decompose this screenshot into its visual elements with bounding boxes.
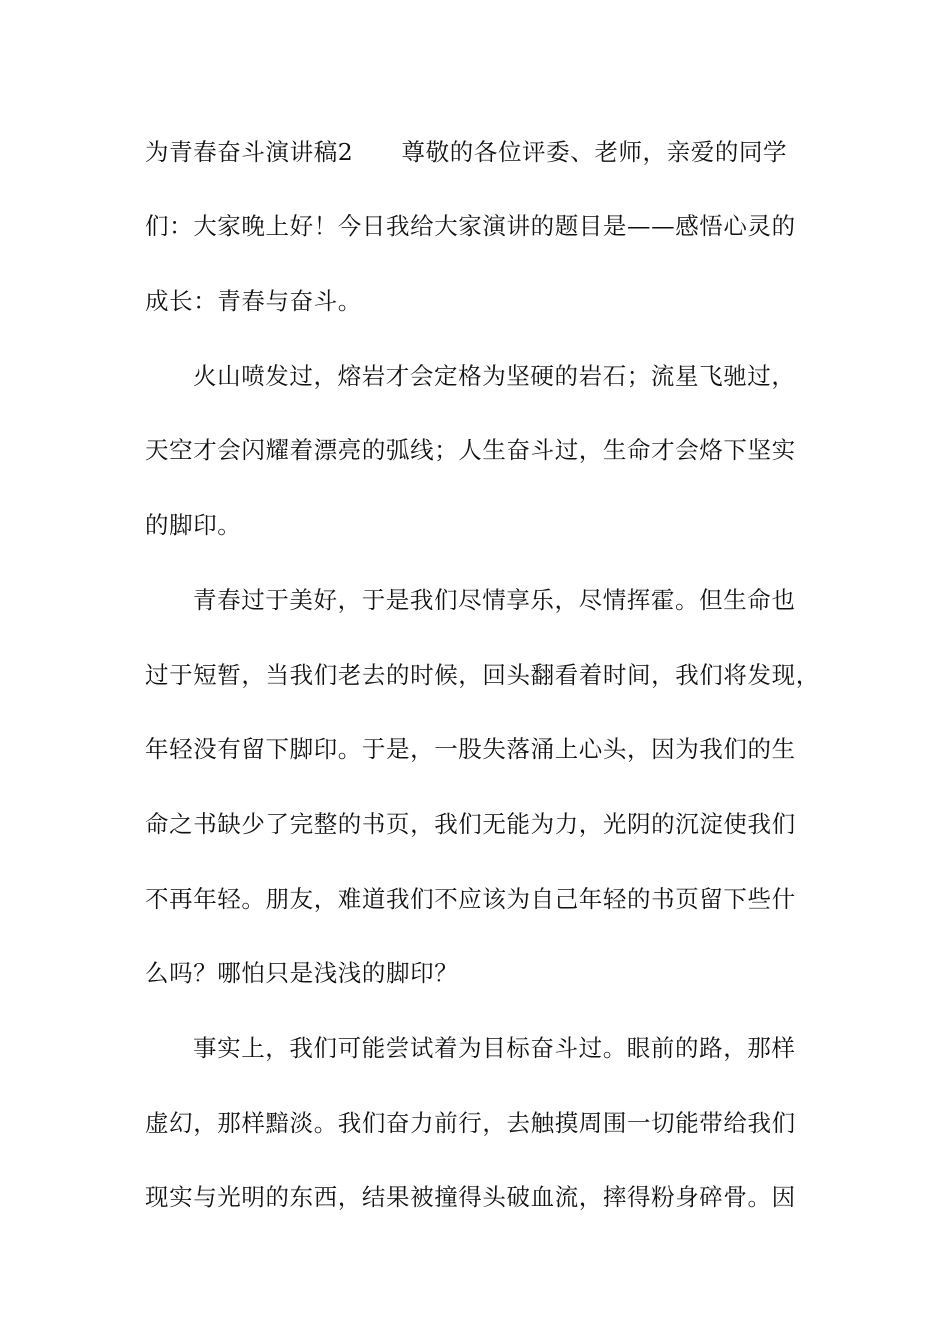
text-line: 不再年轻。朋友，难道我们不应该为自己年轻的书页留下些什 xyxy=(145,885,796,913)
text-line: 现实与光明的东西，结果被撞得头破血流，摔得粉身碎骨。因 xyxy=(145,1183,796,1211)
text-line: 么吗？哪怕只是浅浅的脚印？ xyxy=(145,959,459,987)
text-line: 青春过于美好，于是我们尽情享乐，尽情挥霍。但生命也 xyxy=(193,586,796,614)
text-line: 虚幻，那样黯淡。我们奋力前行，去触摸周围一切能带给我们 xyxy=(145,1109,796,1137)
text-line: 事实上，我们可能尝试着为目标奋斗过。眼前的路，那样 xyxy=(193,1034,796,1062)
text-line: 的脚印。 xyxy=(145,511,242,539)
text-line: 天空才会闪耀着漂亮的弧线；人生奋斗过，生命才会烙下坚实 xyxy=(145,436,796,464)
text-line: 命之书缺少了完整的书页，我们无能为力，光阴的沉淀使我们 xyxy=(145,810,796,838)
text-line: 年轻没有留下脚印。于是，一股失落涌上心头，因为我们的生 xyxy=(145,735,796,763)
text-line: 们：大家晚上好！今日我给大家演讲的题目是——感悟心灵的 xyxy=(145,212,796,240)
text-line: 火山喷发过，熔岩才会定格为坚硬的岩石；流星飞驰过， xyxy=(193,362,796,390)
text-line: 成长：青春与奋斗。 xyxy=(145,287,362,315)
text-line: 过于短暂，当我们老去的时候，回头翻看着时间，我们将发现， xyxy=(145,661,820,689)
text-line: 为青春奋斗演讲稿2 尊敬的各位评委、老师，亲爱的同学 xyxy=(145,138,788,166)
